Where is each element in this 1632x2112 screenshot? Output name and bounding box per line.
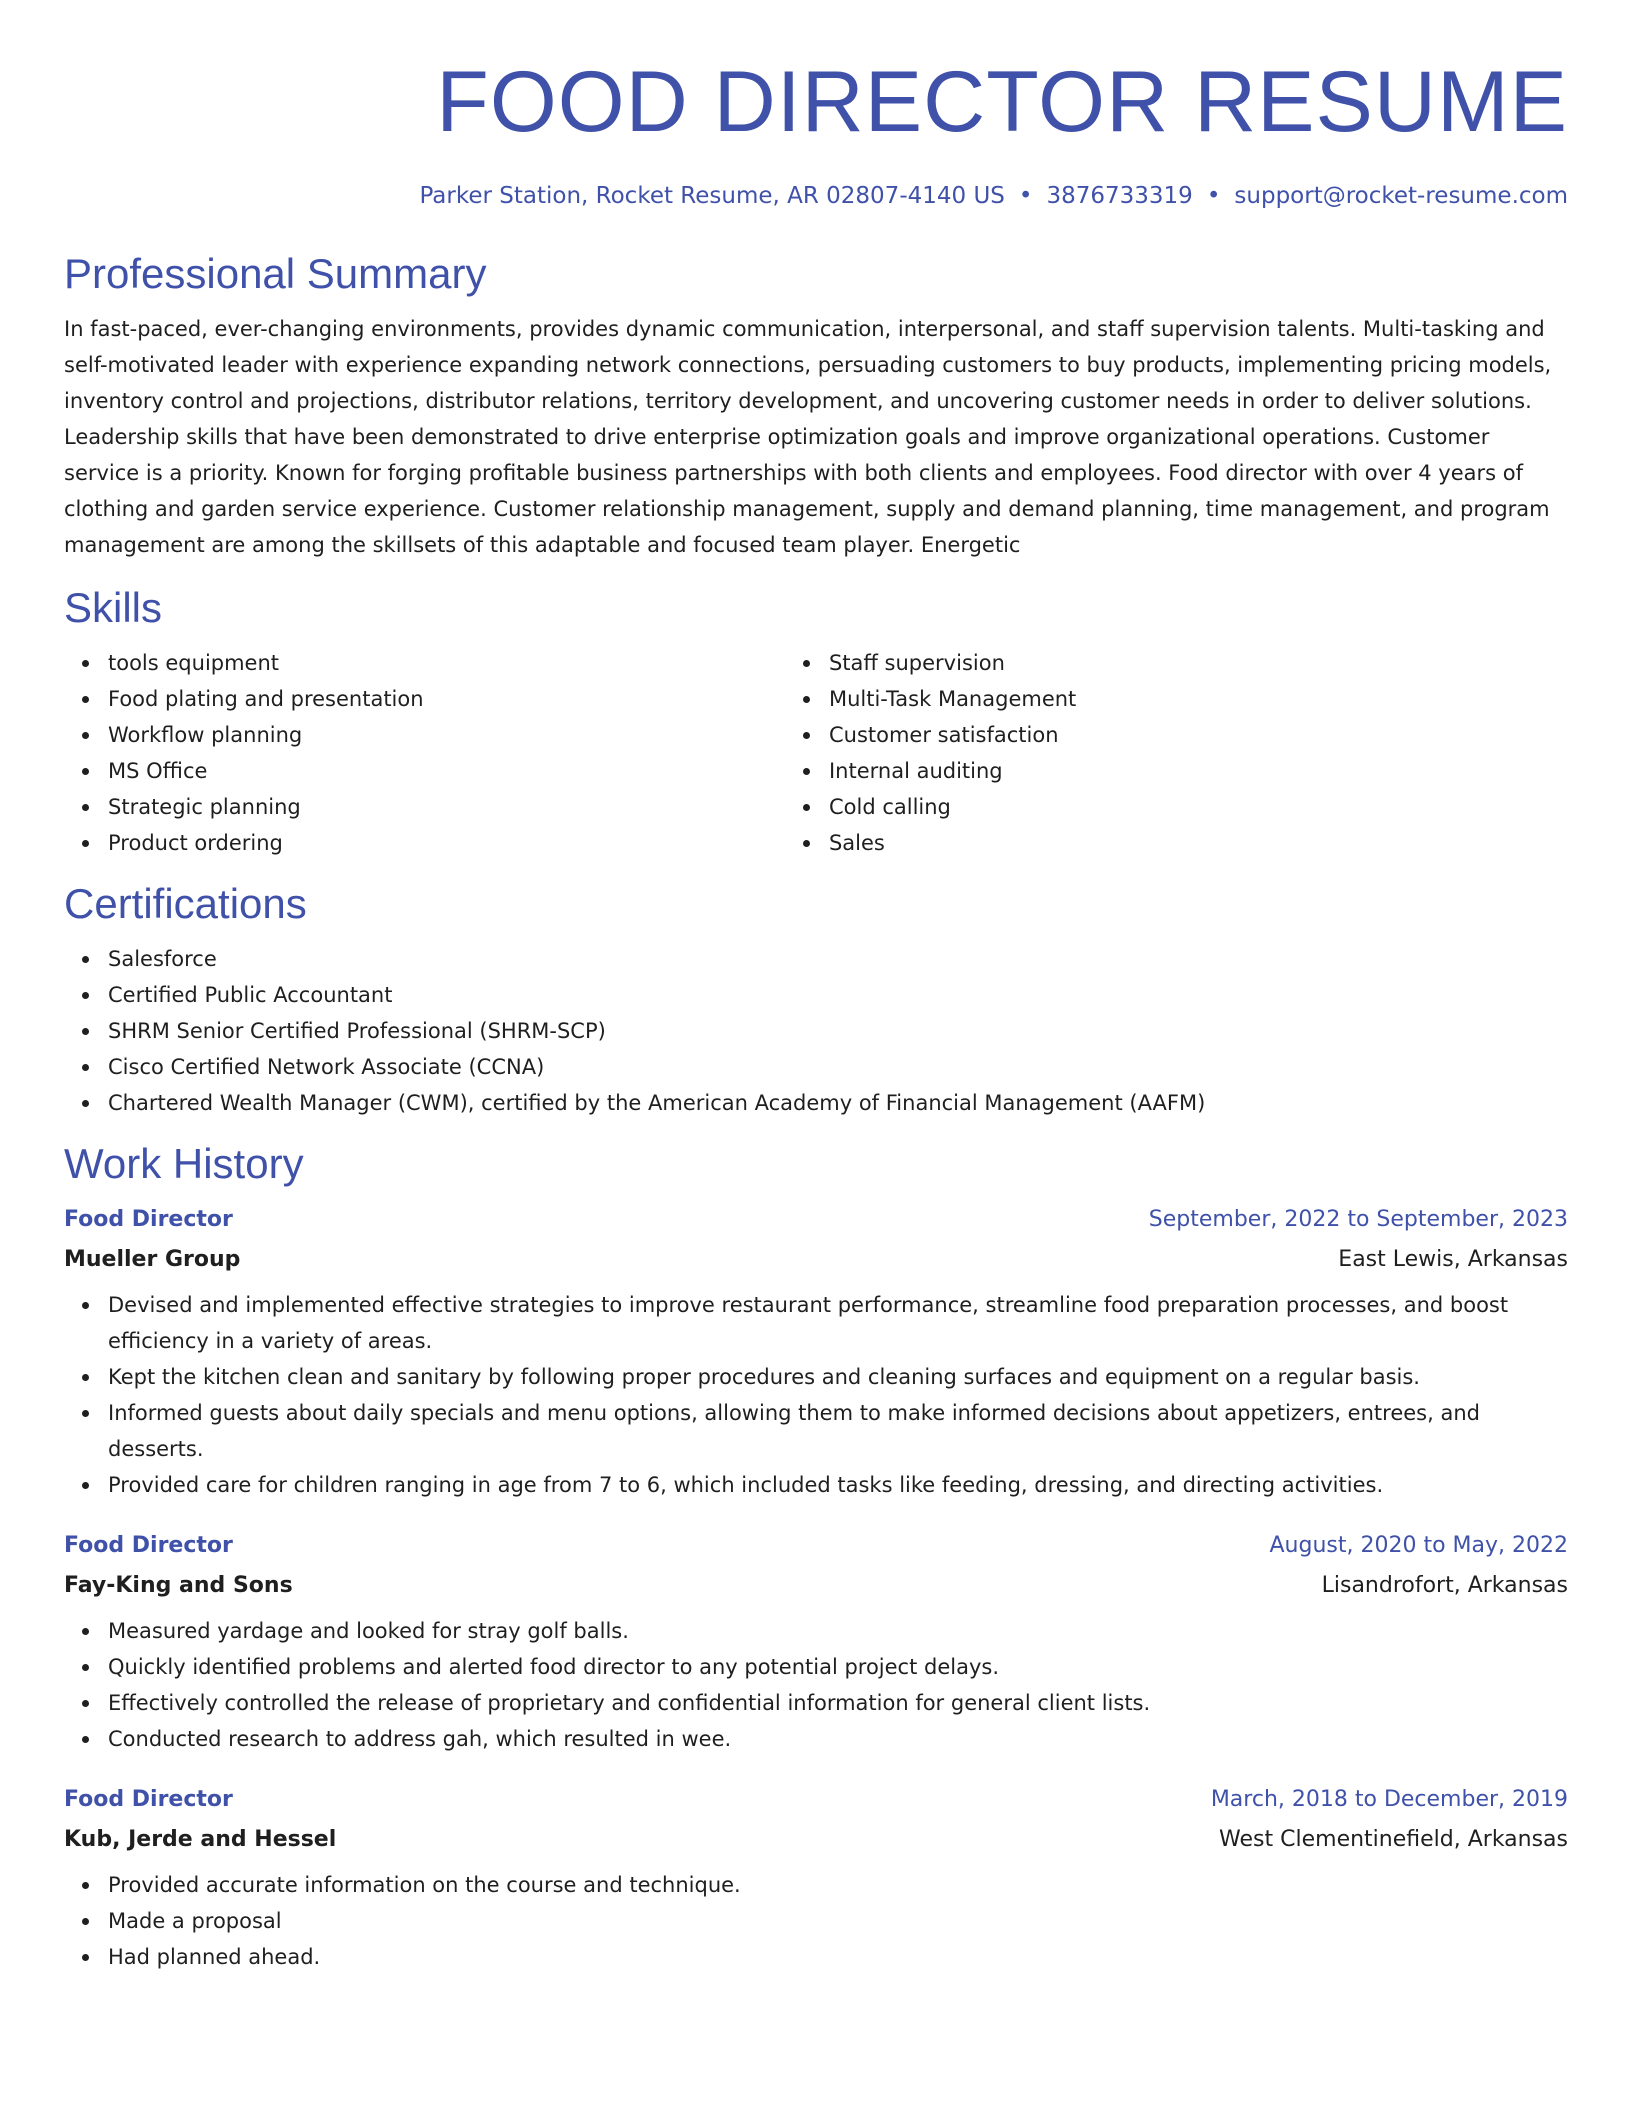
job-dates: August, 2020 to May, 2022 bbox=[1269, 1533, 1568, 1558]
skill-item: Internal auditing bbox=[829, 753, 1568, 789]
job-bullet: Kept the kitchen clean and sanitary by following proper procedures and cleaning surfaces and equipment on a regular basis. bbox=[108, 1359, 1568, 1395]
job-bullet: Informed guests about daily specials and menu options, allowing them to make informed decisions about appetizers, entrees, and desserts. bbox=[108, 1395, 1568, 1467]
job-header bbox=[64, 1785, 1568, 1815]
skill-item: Staff supervision bbox=[829, 645, 1568, 681]
job-bullet: Quickly identified problems and alerted food director to any potential project delays. bbox=[108, 1649, 1568, 1685]
job-company: Kub, Jerde and Hessel bbox=[64, 1827, 337, 1852]
job-bullets bbox=[64, 1613, 1568, 1757]
contact-separator: • bbox=[1018, 183, 1033, 209]
certification-item: Salesforce bbox=[108, 941, 1568, 977]
skill-item: Customer satisfaction bbox=[829, 717, 1568, 753]
job-subheader bbox=[64, 1571, 1568, 1601]
job-bullet: Provided accurate information on the course and technique. bbox=[108, 1867, 1568, 1903]
skills-column-left bbox=[64, 645, 785, 861]
job-location: Lisandrofort, Arkansas bbox=[1321, 1573, 1568, 1598]
skill-item: Workflow planning bbox=[108, 717, 785, 753]
contact-line bbox=[64, 181, 1568, 211]
job-dates: September, 2022 to September, 2023 bbox=[1148, 1207, 1568, 1232]
job-entry bbox=[64, 1205, 1568, 1503]
job-bullet: Made a proposal bbox=[108, 1903, 1568, 1939]
certification-item: Cisco Certified Network Associate (CCNA) bbox=[108, 1049, 1568, 1085]
skill-item: MS Office bbox=[108, 753, 785, 789]
resume-page bbox=[64, 0, 1568, 1975]
job-bullet: Effectively controlled the release of proprietary and confidential information for general client lists. bbox=[108, 1685, 1568, 1721]
contact-separator: • bbox=[1206, 183, 1221, 209]
job-subheader bbox=[64, 1245, 1568, 1275]
job-company: Mueller Group bbox=[64, 1247, 241, 1272]
job-title: Food Director bbox=[64, 1207, 233, 1232]
summary-heading: Professional Summary bbox=[64, 250, 487, 297]
skill-item: Sales bbox=[829, 825, 1568, 861]
certification-item: Chartered Wealth Manager (CWM), certified by the American Academy of Financial Management (AAFM) bbox=[108, 1085, 1568, 1121]
job-bullet: Had planned ahead. bbox=[108, 1939, 1568, 1975]
job-location: West Clementinefield, Arkansas bbox=[1219, 1827, 1568, 1852]
skill-item: Product ordering bbox=[108, 825, 785, 861]
skill-item: Food plating and presentation bbox=[108, 681, 785, 717]
job-bullets bbox=[64, 1287, 1568, 1503]
job-bullet: Provided care for children ranging in age from 7 to 6, which included tasks like feeding, dressing, and directing activities. bbox=[108, 1467, 1568, 1503]
skills-heading: Skills bbox=[64, 584, 163, 631]
work-history-heading: Work History bbox=[64, 1140, 304, 1187]
skills-column-right bbox=[785, 645, 1568, 861]
skill-item: Cold calling bbox=[829, 789, 1568, 825]
resume-title: FOOD DIRECTOR RESUME bbox=[436, 54, 1568, 150]
job-bullets bbox=[64, 1867, 1568, 1975]
certifications-heading: Certifications bbox=[64, 880, 307, 927]
certification-item: SHRM Senior Certified Professional (SHRM-SCP) bbox=[108, 1013, 1568, 1049]
contact-address: Parker Station, Rocket Resume, AR 02807-4140 US bbox=[419, 183, 1005, 209]
job-bullet: Measured yardage and looked for stray golf balls. bbox=[108, 1613, 1568, 1649]
job-header bbox=[64, 1205, 1568, 1235]
skill-item: Multi-Task Management bbox=[829, 681, 1568, 717]
job-dates: March, 2018 to December, 2019 bbox=[1210, 1787, 1568, 1812]
job-subheader bbox=[64, 1825, 1568, 1855]
summary-text: In fast-paced, ever-changing environments, provides dynamic communication, interpersonal, and staff supervision talents. Multi-tasking and self-motivated leader with experience expanding network connections, persuading customers to buy products, implementing pricing models, inventory control and projections, distributor relations, territory development, and uncovering customer needs in order to deliver solutions. Leadership skills that have been demonstrated to drive enterprise optimization goals and improve organizational operations. Customer service is a priority. Known for forging profitable business partnerships with both clients and employees. Food director with over 4 years of clothing and garden service experience. Customer relationship management, supply and demand planning, time management, and program management are among the skillsets of this adaptable and focused team player. Energetic bbox=[64, 317, 1552, 557]
job-header bbox=[64, 1531, 1568, 1561]
job-title: Food Director bbox=[64, 1533, 233, 1558]
job-bullet: Devised and implemented effective strategies to improve restaurant performance, streamline food preparation processes, and boost efficiency in a variety of areas. bbox=[108, 1287, 1568, 1359]
job-location: East Lewis, Arkansas bbox=[1338, 1247, 1568, 1272]
certifications-list bbox=[64, 941, 1568, 1121]
job-bullet: Conducted research to address gah, which resulted in wee. bbox=[108, 1721, 1568, 1757]
job-title: Food Director bbox=[64, 1787, 233, 1812]
job-company: Fay-King and Sons bbox=[64, 1573, 293, 1598]
contact-email[interactable]: support@rocket-resume.com bbox=[1234, 183, 1568, 209]
certification-item: Certified Public Accountant bbox=[108, 977, 1568, 1013]
contact-phone: 3876733319 bbox=[1046, 183, 1193, 209]
skill-item: Strategic planning bbox=[108, 789, 785, 825]
job-entry bbox=[64, 1531, 1568, 1757]
skills-list bbox=[64, 645, 1568, 861]
job-entry bbox=[64, 1785, 1568, 1975]
skill-item: tools equipment bbox=[108, 645, 785, 681]
